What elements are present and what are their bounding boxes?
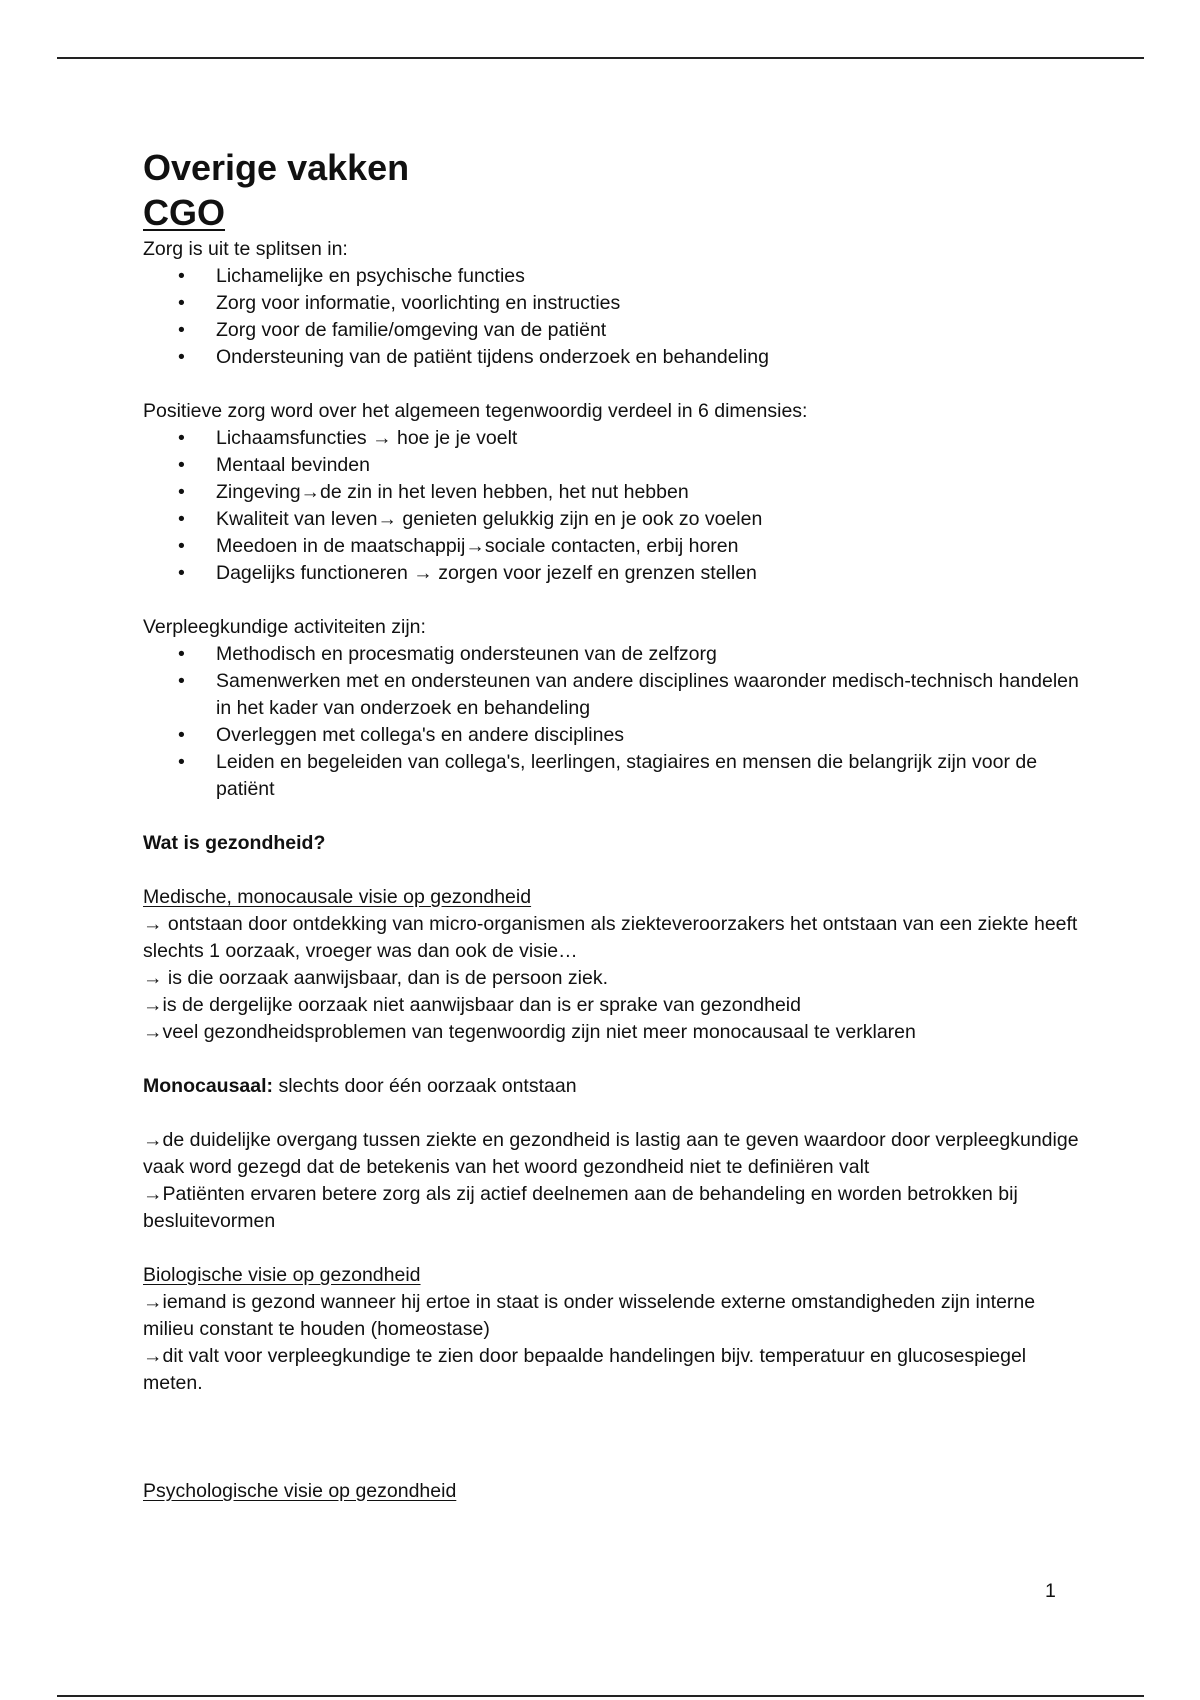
psychologische-visie-heading: Psychologische visie op gezondheid xyxy=(143,1480,457,1502)
list-item: • Methodisch en procesmatig ondersteunen van de zelfzorg xyxy=(143,641,1083,668)
list-item: • Zorg voor informatie, voorlichting en instructies xyxy=(143,290,1083,317)
monocausaal-definition xyxy=(143,1073,1083,1100)
positieve-zorg-list xyxy=(143,425,1083,587)
paragraph-line: → is die oorzaak aanwijsbaar, dan is de persoon ziek. xyxy=(143,967,609,989)
list-item: • Zingeving→de zin in het leven hebben, het nut hebben xyxy=(143,479,1083,506)
footer-rule xyxy=(57,1695,1144,1697)
paragraph-line: →veel gezondheidsproblemen van tegenwoordig zijn niet meer monocausaal te verklaren xyxy=(143,1021,916,1043)
spacer xyxy=(143,1397,1083,1424)
positieve-zorg-intro: Positieve zorg word over het algemeen tegenwoordig verdeel in 6 dimensies: xyxy=(143,400,808,422)
spacer xyxy=(143,1235,1083,1262)
medische-visie-heading: Medische, monocausale visie op gezondheid xyxy=(143,886,532,908)
gezondheid-question: Wat is gezondheid? xyxy=(143,832,326,854)
biologische-visie-heading: Biologische visie op gezondheid xyxy=(143,1264,421,1286)
spacer xyxy=(143,371,1083,398)
spacer xyxy=(143,587,1083,614)
list-item: • Samenwerken met en ondersteunen van andere disciplines waaronder medisch-technisch handelen in het kader van onderzoek en behandeling xyxy=(143,668,1083,722)
spacer xyxy=(143,857,1083,884)
document-page xyxy=(143,146,1083,1505)
paragraph-line: →is de dergelijke oorzaak niet aanwijsbaar dan is er sprake van gezondheid xyxy=(143,994,801,1016)
paragraph-line: →de duidelijke overgang tussen ziekte en gezondheid is lastig aan te geven waardoor door verpleegkundige vaak word gezegd dat de betekenis van het woord gezondheid niet te definiëren valt xyxy=(143,1129,1079,1178)
paragraph-line: → ontstaan door ontdekking van micro-organismen als ziekteveroorzakers het ontstaan van een ziekte heeft slechts 1 oorzaak, vroeger was dan ook de visie… xyxy=(143,913,1078,962)
list-item: • Dagelijks functioneren → zorgen voor jezelf en grenzen stellen xyxy=(143,560,1083,587)
verpleegkundige-intro: Verpleegkundige activiteiten zijn: xyxy=(143,616,426,638)
verpleegkundige-list xyxy=(143,641,1083,803)
list-item: • Kwaliteit van leven→ genieten gelukkig zijn en je ook zo voelen xyxy=(143,506,1083,533)
list-item: • Zorg voor de familie/omgeving van de patiënt xyxy=(143,317,1083,344)
spacer xyxy=(143,1046,1083,1073)
header-rule xyxy=(57,57,1144,59)
zorg-list xyxy=(143,263,1083,371)
list-item: • Ondersteuning van de patiënt tijdens onderzoek en behandeling xyxy=(143,344,1083,371)
definition-text: slechts door één oorzaak ontstaan xyxy=(273,1075,577,1097)
zorg-intro: Zorg is uit te splitsen in: xyxy=(143,238,348,260)
document-title: Overige vakken xyxy=(143,147,410,188)
paragraph-line: →Patiënten ervaren betere zorg als zij actief deelnemen aan de behandeling en worden betrokken bij besluitevormen xyxy=(143,1183,1018,1232)
spacer xyxy=(143,1100,1083,1127)
list-item: • Meedoen in de maatschappij→sociale contacten, erbij horen xyxy=(143,533,1083,560)
list-item: • Lichaamsfuncties → hoe je je voelt xyxy=(143,425,1083,452)
paragraph-line: →iemand is gezond wanneer hij ertoe in staat is onder wisselende externe omstandigheden zijn interne milieu constant te houden (homeostase) xyxy=(143,1291,1036,1340)
definition-term: Monocausaal: xyxy=(143,1075,274,1097)
page-number: 1 xyxy=(1045,1580,1056,1602)
spacer xyxy=(143,1451,1083,1478)
list-item: • Mentaal bevinden xyxy=(143,452,1083,479)
document-subtitle: CGO xyxy=(143,192,226,233)
spacer xyxy=(143,803,1083,830)
paragraph-line: →dit valt voor verpleegkundige te zien door bepaalde handelingen bijv. temperatuur en glucosespiegel meten. xyxy=(143,1345,1027,1394)
list-item: • Lichamelijke en psychische functies xyxy=(143,263,1083,290)
spacer xyxy=(143,1424,1083,1451)
list-item: • Overleggen met collega's en andere disciplines xyxy=(143,722,1083,749)
list-item: • Leiden en begeleiden van collega's, leerlingen, stagiaires en mensen die belangrijk zijn voor de patiënt xyxy=(143,749,1083,803)
